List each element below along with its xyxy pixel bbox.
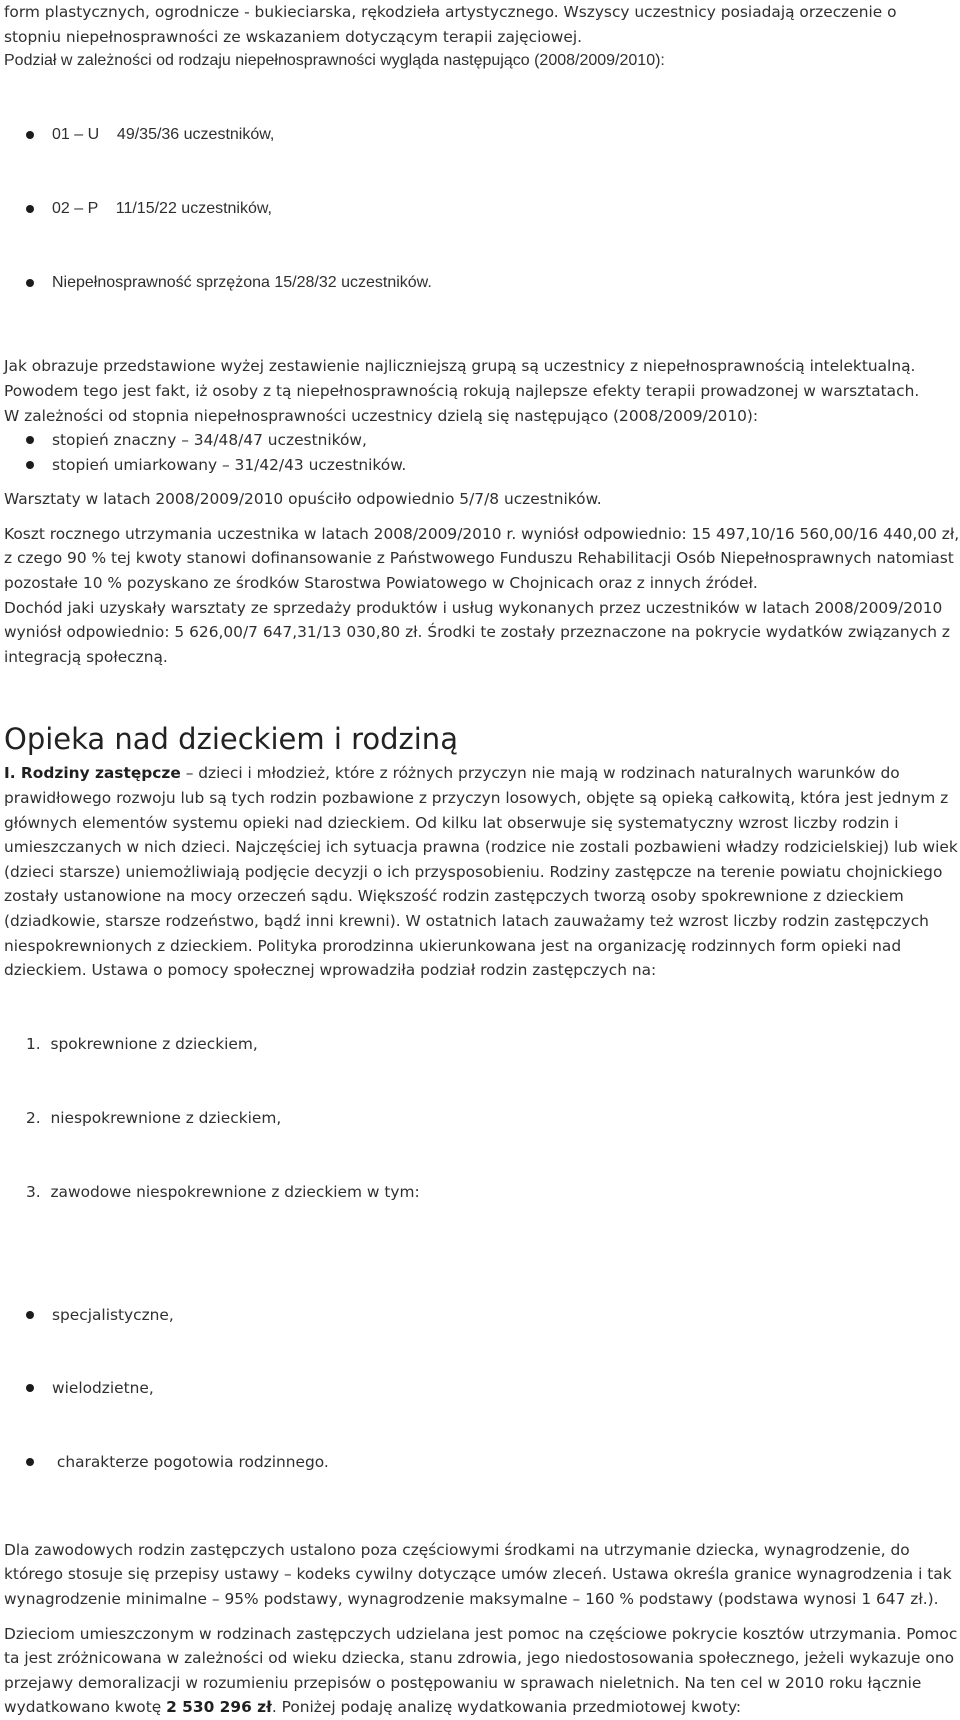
foster-label: I. Rodziny zastępcze bbox=[4, 764, 181, 783]
degree-list bbox=[4, 428, 960, 477]
paragraph-participants-left: Warsztaty w latach 2008/2009/2010 opuściło odpowiednio 5/7/8 uczestników. bbox=[4, 490, 602, 509]
list-item: wielodzietne, bbox=[4, 1376, 960, 1401]
list-item: charakterze pogotowia rodzinnego. bbox=[4, 1450, 960, 1475]
intro-line-2: stopniu niepełnosprawności ze wskazaniem dotyczącym terapii zajęciowej. bbox=[4, 27, 583, 46]
support-text: Dzieciom umieszczonym w rodzinach zastępczych udzielana jest pomoc na częściowe pokrycie kosztów utrzymania. Pomoc ta jest zróżnicowana w zależności od wieku dziecka, stanu zdrowia, jego niedostosowania społecznego, jeżeli wykazuje ono przejawy demoralizacji w rozumieniu przepisów o postępowaniu w sprawach nieletnich. Na ten cel w 2010 roku łącznie wydatkowano kwotę bbox=[4, 1624, 958, 1717]
list-item: 01 – U 49/35/36 uczestników, bbox=[4, 123, 960, 148]
paragraph-cost: Koszt rocznego utrzymania uczestnika w latach 2008/2009/2010 r. wyniósł odpowiednio: 15 497,10/16 560,00/16 440,00 zł, z czego 90 % tej kwoty stanowi dofinansowanie z Państwowego Funduszu Rehabilitacji Osób Niepełnosprawnych natomiast pozostałe 10 % pozyskano ze środków Starostwa Powiatowego w Chojnicach oraz z innych źródeł. bbox=[4, 524, 960, 593]
list-item: 02 – P 11/15/22 uczestników, bbox=[4, 197, 960, 222]
list-item: stopień znaczny – 34/48/47 uczestników, bbox=[4, 428, 960, 453]
disability-type-list bbox=[4, 74, 960, 345]
support-amount: 2 530 296 zł bbox=[166, 1698, 272, 1717]
list-item: 3. zawodowe niespokrewnione z dzieckiem w tym: bbox=[26, 1182, 420, 1201]
list-item: stopień umiarkowany – 31/42/43 uczestników. bbox=[4, 453, 960, 478]
intro-line-3: Podział w zależności od rodzaju niepełnosprawności wygląda następująco (2008/2009/2010): bbox=[4, 52, 665, 70]
list-item: 2. niespokrewnione z dzieckiem, bbox=[26, 1108, 282, 1127]
paragraph-income: Dochód jaki uzyskały warsztaty ze sprzedaży produktów i usług wykonanych przez uczestników w latach 2008/2009/2010 wyniósł odpowiednio: 5 626,00/7 647,31/13 030,80 zł. Środki te zostały przeznaczone na pokrycie wydatków związanych z integracją społeczną. bbox=[4, 598, 950, 666]
intro-line-1: form plastycznych, ogrodnicze - bukieciarska, rękodzieła artystycznego. Wszyscy uczestnicy posiadają orzeczenie o bbox=[4, 3, 897, 21]
paragraph-remuneration: Dla zawodowych rodzin zastępczych ustalono poza częściowymi środkami na utrzymanie dziecka, wynagrodzenie, do którego stosuje się przepisy ustawy – kodeks cywilny dotyczące umów zleceń. Ustawa określa granice wynagrodzenia i tak wynagrodzenie minimalne – 95% podstawy, wynagrodzenie maksymalne – 160 % podstawy (podstawa wynosi 1 647 zł.). bbox=[4, 1540, 952, 1609]
support-tail: . Poniżej podaję analizę wydatkowania przedmiotowej kwoty: bbox=[271, 1698, 742, 1717]
list-item: specjalistyczne, bbox=[4, 1303, 960, 1328]
paragraph-degree: W zależności od stopnia niepełnosprawności uczestnicy dzielą się następująco (2008/2009/2010): bbox=[4, 406, 759, 425]
paragraph-foster-families bbox=[4, 761, 960, 982]
foster-type-list bbox=[4, 983, 960, 1254]
paragraph-intellectual: Jak obrazuje przedstawione wyżej zestawienie najliczniejszą grupą są uczestnicy z niepełnosprawnością intelektualną. Powodem tego jest fakt, iż osoby z tą niepełnosprawnością rokują najlepsze efekty terapii prowadzonej w warsztatach. bbox=[4, 357, 920, 400]
list-item: Niepełnosprawność sprzężona 15/28/32 uczestników. bbox=[4, 271, 960, 296]
document-page bbox=[4, 0, 960, 1720]
list-item: 1. spokrewnione z dzieckiem, bbox=[26, 1034, 258, 1053]
paragraph-support bbox=[4, 1622, 960, 1720]
professional-type-list bbox=[4, 1253, 960, 1524]
section-title: Opieka nad dzieckiem i rodziną bbox=[4, 722, 458, 757]
foster-text: – dzieci i młodzież, które z różnych przyczyn nie mają w rodzinach naturalnych warunków do prawidłowego rozwoju lub są tych rodzin pozbawione z przyczyn losowych, objęte są opieką całkowitą, która jest jednym z głównych elementów systemu opieki nad dzieckiem. Od kilku lat obserwuje się systematyczny wzrost liczby rodzin i umieszczanych w nich dzieci. Najczęściej ich sytuacja prawna (rodzice nie zostali pozbawieni władzy rodzicielskiej) lub wiek (dzieci starsze) uniemożliwiają podjęcie decyzji o ich przysposobieniu. Rodziny zastępcze na terenie powiatu chojnickiego zostały ustanowione na mocy orzeczeń sądu. Większość rodzin zastępczych tworzą osoby spokrewnione z dzieckiem (dziadkowie, starsze rodzeństwo, bądź inni krewni). W ostatnich latach zauważamy też wzrost liczby rodzin zastępczych niespokrewnionych z dzieckiem. Polityka prorodzinna ukierunkowana jest na organizację rodzinnych form opieki nad dzieckiem. Ustawa o pomocy społecznej wprowadziła podział rodzin zastępczych na: bbox=[4, 764, 958, 980]
